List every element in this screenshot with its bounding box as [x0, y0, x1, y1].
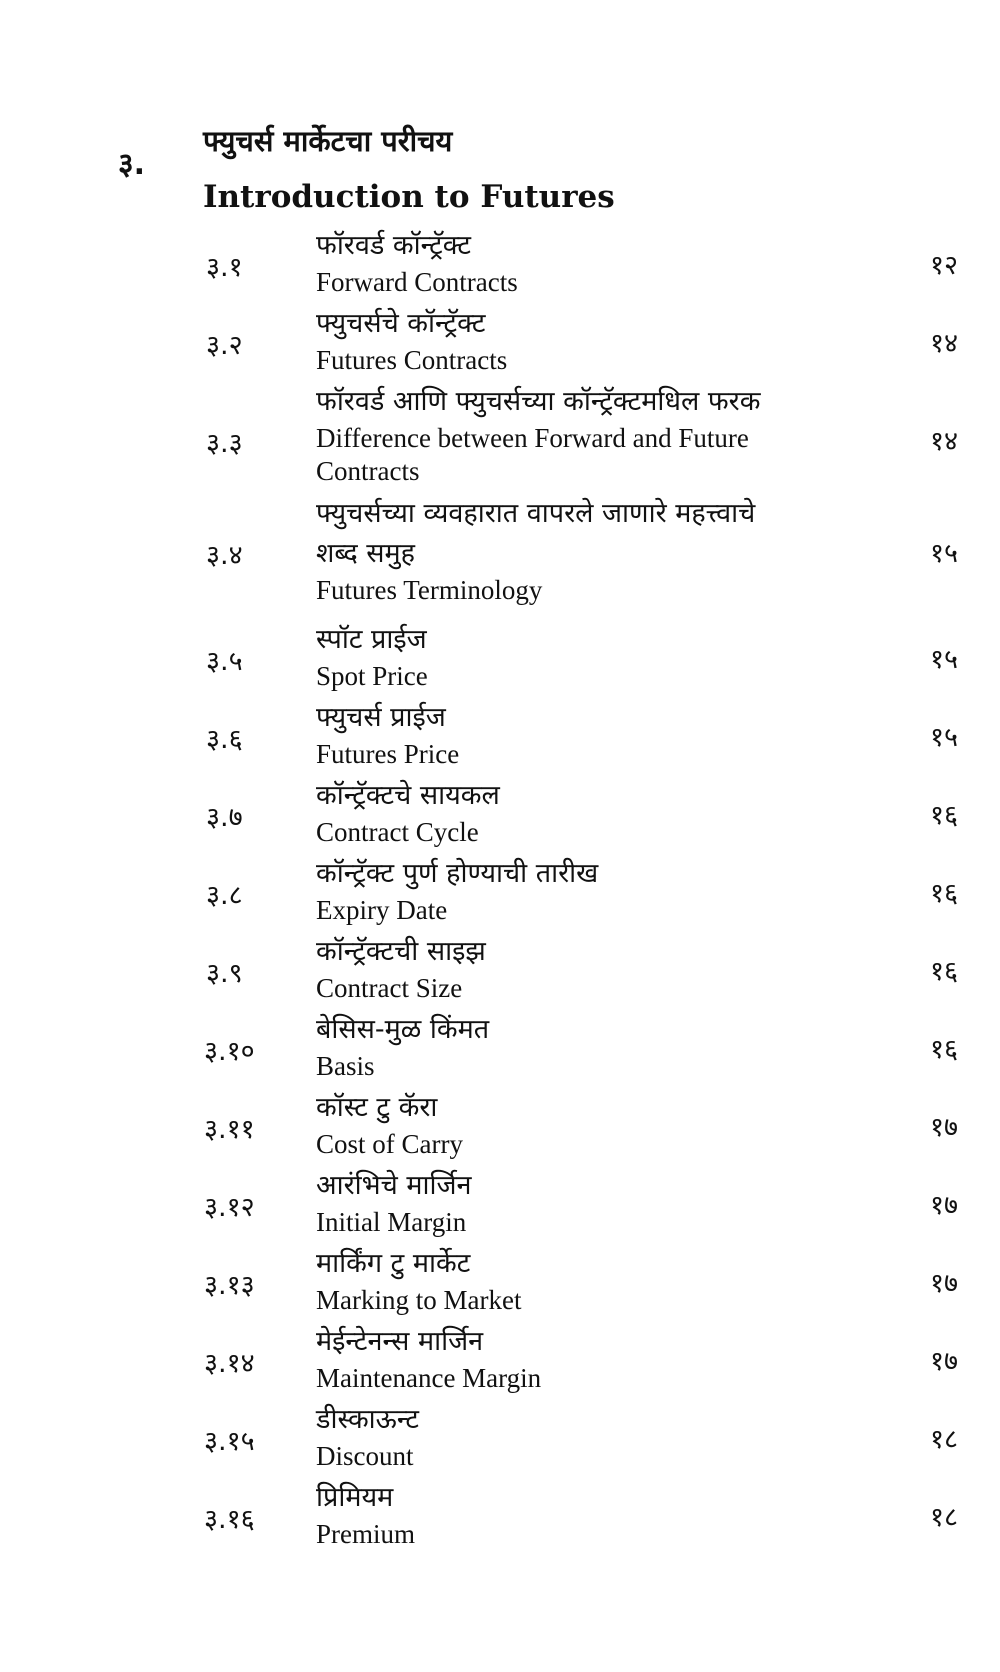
- entry-page-number: १७: [930, 1268, 959, 1299]
- chapter-title-marathi: फ्युचर्स मार्केटचा परीचय: [203, 124, 453, 158]
- entry-title-english: Marking to Market: [316, 1285, 522, 1315]
- entry-page-number: १२: [930, 250, 959, 281]
- entry-text: [316, 304, 876, 377]
- entry-text: [316, 382, 876, 488]
- entry-text: [316, 1166, 876, 1239]
- entry-number: ३.२: [206, 330, 243, 361]
- entry-number: ३.४: [206, 540, 243, 571]
- entry-number: ३.३: [206, 428, 243, 459]
- entry-text: [316, 854, 876, 927]
- entry-text: [316, 776, 876, 849]
- entry-title-marathi: बेसिस-मुळ किंमत: [316, 1014, 490, 1045]
- entry-title-marathi: मार्किंग टु मार्केट: [316, 1248, 471, 1279]
- entry-title-marathi: स्पॉट प्राईज: [316, 624, 427, 655]
- entry-page-number: १४: [930, 328, 959, 359]
- entry-number: ३.७: [206, 802, 243, 833]
- entry-title-english: Cost of Carry: [316, 1129, 463, 1159]
- entry-number: ३.९: [206, 958, 243, 989]
- entry-title-english: Futures Terminology: [316, 575, 543, 605]
- entry-title-english-line2: Contracts: [316, 456, 420, 486]
- entry-title-english: Basis: [316, 1051, 375, 1081]
- entry-number: ३.१: [206, 252, 243, 283]
- entry-title-marathi: प्रिमियम: [316, 1482, 394, 1513]
- entry-title-english: Maintenance Margin: [316, 1363, 542, 1393]
- entry-text: [316, 1010, 876, 1083]
- entry-text: [316, 494, 876, 607]
- entry-number: ३.१५: [204, 1426, 255, 1457]
- entry-text: [316, 1478, 876, 1551]
- entry-number: ३.५: [206, 646, 243, 677]
- entry-title-marathi: फॉरवर्ड कॉन्ट्रॅक्ट: [316, 230, 472, 261]
- entry-title-marathi: फॉरवर्ड आणि फ्युचर्सच्या कॉन्ट्रॅक्टमधिल फरक: [316, 386, 761, 417]
- entry-text: [316, 226, 876, 299]
- entry-text: [316, 1088, 876, 1161]
- entry-title-marathi: मेईन्टेनन्स मार्जिन: [316, 1326, 484, 1357]
- entry-number: ३.११: [204, 1114, 255, 1145]
- entry-number: ३.८: [206, 880, 243, 911]
- entry-page-number: १५: [930, 722, 959, 753]
- entry-title-marathi-line2: शब्द समुह: [316, 538, 416, 569]
- entry-page-number: १७: [930, 1346, 959, 1377]
- entry-number: ३.१३: [204, 1270, 255, 1301]
- entry-page-number: १५: [930, 644, 959, 675]
- entry-text: [316, 1244, 876, 1317]
- entry-page-number: १६: [930, 800, 959, 831]
- entry-title-english: Contract Cycle: [316, 817, 479, 847]
- entry-title-marathi: फ्युचर्स प्राईज: [316, 702, 446, 733]
- chapter-number: ३.: [118, 147, 145, 182]
- entry-page-number: १५: [930, 538, 959, 569]
- entry-number: ३.६: [206, 724, 243, 755]
- entry-title-marathi: आरंभिचे मार्जिन: [316, 1170, 472, 1201]
- entry-title-english: Expiry Date: [316, 895, 448, 925]
- entry-title-english: Futures Price: [316, 739, 460, 769]
- entry-title-marathi-line1: फ्युचर्सच्या व्यवहारात वापरले जाणारे महत्त्वाचे: [316, 498, 756, 529]
- entry-title-english: Forward Contracts: [316, 267, 518, 297]
- chapter-title-english: Introduction to Futures: [203, 179, 615, 215]
- entry-page-number: १७: [930, 1190, 959, 1221]
- entry-title-marathi: कॉस्ट टु कॅरा: [316, 1092, 438, 1123]
- entry-title-marathi: फ्युचर्सचे कॉन्ट्रॅक्ट: [316, 308, 486, 339]
- entry-page-number: १६: [930, 956, 959, 987]
- entry-page-number: १८: [930, 1424, 959, 1455]
- entry-page-number: १७: [930, 1112, 959, 1143]
- entry-page-number: १६: [930, 878, 959, 909]
- entry-title-english: Premium: [316, 1519, 415, 1549]
- entry-title-english: Futures Contracts: [316, 345, 508, 375]
- entry-title-english: Discount: [316, 1441, 414, 1471]
- entry-page-number: १८: [930, 1502, 959, 1533]
- entry-number: ३.१०: [204, 1036, 255, 1067]
- entry-title-english: Initial Margin: [316, 1207, 467, 1237]
- entry-title-english-line1: Difference between Forward and Future: [316, 423, 749, 453]
- entry-text: [316, 1400, 876, 1473]
- entry-title-marathi: डीस्काऊन्ट: [316, 1404, 419, 1435]
- entry-title-marathi: कॉन्ट्रॅक्टचे सायकल: [316, 780, 500, 811]
- entry-number: ३.१४: [204, 1348, 255, 1379]
- entry-page-number: १४: [930, 426, 959, 457]
- entry-title-marathi: कॉन्ट्रॅक्टची साइझ: [316, 936, 486, 967]
- entry-number: ३.१२: [204, 1192, 255, 1223]
- entry-text: [316, 932, 876, 1005]
- entry-text: [316, 620, 876, 693]
- entry-text: [316, 1322, 876, 1395]
- entry-title-english: Spot Price: [316, 661, 428, 691]
- entry-title-marathi: कॉन्ट्रॅक्ट पुर्ण होण्याची तारीख: [316, 858, 599, 889]
- entry-title-english: Contract Size: [316, 973, 463, 1003]
- entry-text: [316, 698, 876, 771]
- entry-number: ३.१६: [204, 1504, 255, 1535]
- entry-page-number: १६: [930, 1034, 959, 1065]
